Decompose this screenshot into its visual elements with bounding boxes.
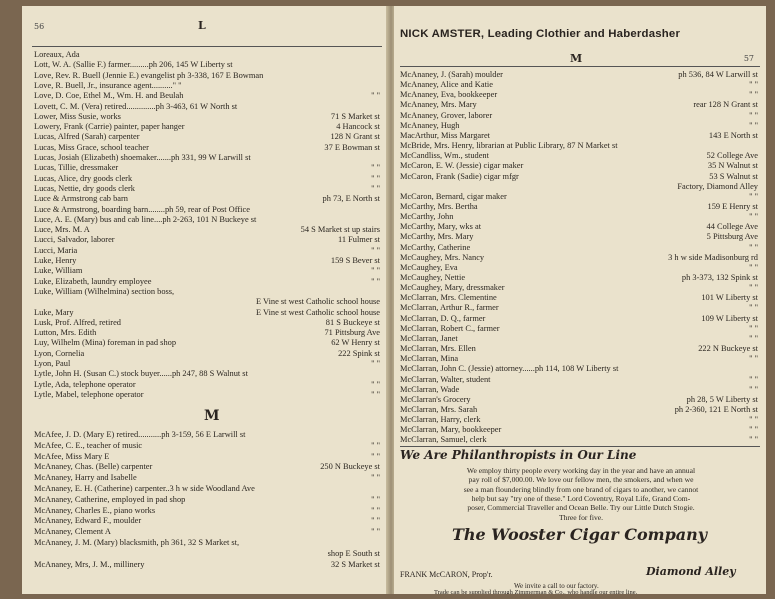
directory-entry [34, 506, 380, 516]
directory-entry [34, 473, 380, 483]
entry-name: McCarthy, Mary, wks at [400, 222, 482, 232]
entry-name: McClarran, Janet [400, 333, 458, 343]
entry-name: Luke, Henry [34, 256, 77, 265]
entry-name: Lyon, Paul [34, 359, 71, 368]
entry-name: McCaughey, Mrs. Nancy [400, 252, 485, 262]
header-rule [32, 46, 382, 47]
ad-body-line: We employ thirty people every working day in the year and have an annual [466, 466, 696, 475]
entry-address: 32 S Market st [330, 559, 380, 569]
section-heading-m: M [204, 408, 220, 424]
entry-name: McCandliss, Wm., student [400, 151, 489, 161]
entry-address: " " [371, 379, 380, 389]
entry-address: 62 W Henry st [331, 338, 380, 348]
directory-entry [34, 50, 380, 60]
entry-name: Lucas, Alice, dry goods clerk [34, 173, 133, 183]
directory-entry [34, 349, 380, 359]
directory-entry [34, 359, 380, 369]
directory-entry [400, 283, 758, 293]
entry-name: Lower, Miss Susie, works [34, 111, 121, 121]
directory-entry [34, 246, 380, 256]
directory-entry [34, 256, 380, 266]
entry-address: " " [749, 323, 758, 333]
entry-name: Love, Rev. R. Buell (Jennie E.) evangelist ph 3-338, 167 E Bowman [34, 70, 264, 80]
directory-entry [34, 225, 380, 235]
entry-address: 71 S Market st [330, 111, 380, 121]
entry-address: " " [749, 354, 758, 364]
ad-footer-invite: We invite a call to our factory. [514, 582, 599, 590]
directory-entry [34, 328, 380, 338]
entry-name: McCarthy, Mrs. Mary [400, 232, 474, 242]
directory-entry [400, 425, 758, 435]
directory-entry [34, 235, 380, 245]
directory-entry [34, 390, 380, 400]
entry-name: McAnaney, Catherine, employed in pad shop [34, 494, 186, 504]
entry-name: McAnaney, J. M. (Mary) blacksmith, ph 361, 32 S Market st, [34, 538, 240, 547]
directory-entry [400, 141, 758, 151]
entry-address: 11 Fulmer st [337, 235, 380, 245]
ad-body-line: pay roll of $7,000.00. We love our fellow men, the smokers, and when we [468, 475, 694, 485]
directory-entry [34, 430, 380, 440]
ad-top-rule [400, 446, 760, 447]
entry-name: McClarran, Mina [400, 354, 459, 364]
ad-body-line: see a man floundering blindly from one brand of cigars to another, we cannot [463, 484, 699, 494]
directory-entry [400, 364, 758, 374]
entry-name: Luke, William (Wilhelmina) section boss, [34, 286, 175, 296]
directory-entry [34, 441, 380, 451]
entry-name: McCaughey, Eva [400, 262, 458, 272]
directory-entry [34, 153, 380, 163]
entry-name: Lucas, Alfred (Sarah) carpenter [34, 132, 140, 142]
directory-entry [400, 70, 758, 80]
entry-name: Luce, Mrs. M. A [34, 225, 90, 235]
directory-entry [400, 253, 758, 263]
directory-entry [34, 184, 380, 194]
entry-address: " " [749, 212, 758, 222]
directory-entry [34, 174, 380, 184]
entry-address: " " [371, 389, 380, 399]
entry-name: McCarthy, Catherine [400, 242, 471, 252]
entry-address: " " [749, 374, 758, 384]
entry-address: " " [371, 359, 380, 368]
entry-address: " " [749, 303, 758, 313]
entry-address: ph 536, 84 W Larwill st [678, 70, 758, 79]
entry-name: McClarran, Arthur R., farmer [400, 303, 499, 313]
entry-address: " " [749, 435, 758, 445]
entry-name: McBride, Mrs. Henry, librarian at Public Library, 87 N Market st [400, 141, 618, 151]
entry-address: " " [371, 173, 380, 183]
directory-entry [400, 324, 758, 334]
directory-entry [400, 151, 758, 161]
entry-name: Lusk, Prof. Alfred, retired [34, 317, 121, 327]
entry-address: 4 Hancock st [336, 122, 380, 132]
entry-name: McAnaney, Grover, laborer [400, 110, 493, 120]
entry-name: McClarran, Wade [400, 384, 460, 394]
directory-entry [400, 232, 758, 242]
entry-address: " " [749, 90, 758, 100]
entry-name: McAfee, Miss Mary E [34, 451, 110, 461]
entry-address: 5 Pittsburg Ave [706, 232, 758, 242]
entry-name: McAfee, J. D. (Mary E) retired...........ph 3-159, 56 E Larwill st [34, 430, 246, 439]
directory-entry [34, 369, 380, 379]
entry-name: Lucci, Maria [34, 245, 78, 255]
directory-entry [400, 263, 758, 273]
entry-name: Lyon, Cornelia [34, 348, 85, 358]
entry-address: " " [371, 266, 380, 276]
directory-entry [34, 495, 380, 505]
entry-name: McAnaney, Harry and Isabelle [34, 473, 137, 483]
entry-name: Lytle, Ada, telephone operator [34, 379, 136, 389]
entry-name: McClarran, Mrs. Sarah [400, 404, 478, 414]
entry-address: 222 N Buckeye st [698, 344, 758, 354]
entry-address: 71 Pittsburg Ave [324, 328, 380, 338]
directory-entry [400, 243, 758, 253]
entry-name: McAnaney, Alice and Katie [400, 80, 493, 90]
entry-address: " " [371, 163, 380, 173]
ad-body-line: help but say "try one of these." Lord Coventry, Royal Life, Grand Com- [471, 493, 691, 503]
directory-entry [34, 71, 380, 81]
directory-entry [34, 215, 380, 225]
entry-address: " " [371, 516, 380, 526]
entry-name: Luke, William [34, 266, 83, 276]
directory-entry [34, 266, 380, 276]
entry-name: McAnaney, E. H. (Catherine) carpenter..3 h w side Woodland Ave [34, 484, 255, 493]
running-head: NICK AMSTER, Leading Clothier and Haberdasher [400, 28, 681, 40]
ad-company-name: The Wooster Cigar Company [452, 525, 708, 544]
entry-name: Lucas, Nettie, dry goods clerk [34, 183, 135, 193]
directory-entry [400, 354, 758, 364]
entry-name: Luke, Elizabeth, laundry employee [34, 276, 152, 286]
entry-address: 53 S Walnut st [709, 171, 758, 181]
directory-entry [400, 334, 758, 344]
entry-name: McClarran, D. Q., farmer [400, 313, 486, 323]
entry-address: ph 73, E North st [322, 194, 380, 204]
entry-name: Lucas, Miss Grace, school teacher [34, 142, 149, 152]
letter-heading: M [570, 52, 584, 65]
directory-entry [400, 273, 758, 283]
entry-address: " " [749, 384, 758, 394]
entry-name: McAnaney, Hugh [400, 120, 460, 130]
directory-entry [400, 405, 758, 415]
entry-name: McCaron, Frank (Sadie) cigar mfgr [400, 171, 519, 181]
entry-name: Loreaux, Ada [34, 50, 80, 59]
directory-entry [34, 308, 380, 318]
ad-body-line: Three for five. [558, 512, 604, 522]
directory-entry [34, 205, 380, 215]
directory-entry [34, 132, 380, 142]
entry-address: ph 2-360, 121 E North st [674, 404, 758, 414]
entry-address: " " [371, 527, 380, 537]
entry-address: E Vine st west Catholic school house [255, 307, 380, 317]
directory-entry [34, 318, 380, 328]
directory-entry [34, 102, 380, 112]
directory-entry [34, 91, 380, 101]
entry-address: 52 College Ave [706, 151, 758, 161]
directory-entry [34, 452, 380, 462]
directory-entry [400, 121, 758, 131]
entry-name: Luy, Wilhelm (Mina) foreman in pad shop [34, 338, 177, 348]
entry-address: E Vine st west Catholic school house [255, 297, 380, 307]
directory-entry [34, 516, 380, 526]
right-page [394, 6, 766, 594]
entry-address: shop E South st [327, 548, 380, 558]
entry-address: 101 W Liberty st [701, 293, 758, 303]
entry-name: McClarran, Mary, bookkeeper [400, 425, 502, 435]
entry-address: 37 E Bowman st [324, 142, 380, 152]
directory-entry [400, 131, 758, 141]
entry-name: Lucas, Tillie, dressmaker [34, 163, 119, 173]
directory-entry [400, 100, 758, 110]
entry-name: McCaron, E. W. (Jessie) cigar maker [400, 161, 524, 171]
directory-entry [34, 194, 380, 204]
directory-entry [400, 435, 758, 445]
directory-entry [400, 80, 758, 90]
directory-entry [34, 277, 380, 287]
entry-address: ph 3-373, 132 Spink st [681, 273, 758, 282]
entry-name: Lucas, Josiah (Elizabeth) shoemaker.......ph 331, 99 W Larwill st [34, 153, 251, 162]
entry-address: " " [371, 451, 380, 461]
page-number: 57 [743, 54, 754, 63]
directory-entry [34, 484, 380, 494]
directory-entry [400, 192, 758, 202]
entry-name: McAnaney, J. (Sarah) moulder [400, 70, 503, 79]
entry-name: Lytle, John H. (Susan C.) stock buyer......ph 247, 88 S Walnut st [34, 369, 248, 379]
entry-address: 222 Spink st [338, 348, 380, 358]
directory-entry [34, 338, 380, 348]
entry-address: " " [371, 183, 380, 193]
entry-name: McAnaney, Eva, bookkeeper [400, 90, 498, 100]
directory-entry [34, 560, 380, 570]
entry-name: McAnaney, Clement A [34, 527, 111, 537]
entry-name: Lowery, Frank (Carrie) painter, paper hanger [34, 122, 185, 132]
entry-address: 250 N Buckeye st [320, 462, 380, 472]
page-number: 56 [34, 22, 45, 31]
entry-address: Factory, Diamond Alley [677, 181, 758, 191]
letter-heading: L [198, 19, 207, 32]
entry-address: 159 E Henry st [707, 201, 758, 211]
directory-entry [34, 527, 380, 537]
entry-address: ph 28, 5 W Liberty st [686, 394, 758, 404]
entry-address: 109 W Liberty st [701, 313, 758, 323]
directory-entry [34, 81, 380, 91]
entry-name: McCarthy, John [400, 212, 454, 222]
ad-footer-trade: Trade can be supplied through Zimmerman & Co., who handle our entire line. [434, 589, 638, 594]
ad-proprietor: FRANK McCARON, Prop'r. [400, 570, 493, 579]
entry-address: 143 E North st [708, 130, 758, 140]
entry-name: McClarran, Harry, clerk [400, 415, 481, 425]
directory-entry [400, 415, 758, 425]
directory-entry [400, 375, 758, 385]
entry-address: " " [371, 505, 380, 515]
directory-entry [400, 111, 758, 121]
entry-name: McAnaney, Edward F., moulder [34, 516, 142, 526]
ad-body-line: poser, Commercial Traveller and Ocean Belle. Try our Little Dutch Stogie. [467, 503, 695, 513]
entry-name: Lytle, Mabel, telephone operator [34, 389, 144, 399]
entry-name: McAnaney, Charles E., piano works [34, 505, 156, 515]
entry-name: McAnaney, Chas. (Belle) carpenter [34, 462, 153, 472]
directory-entry [34, 112, 380, 122]
entry-name: McCaughey, Mary, dressmaker [400, 283, 505, 293]
entry-name: McClarran, Mrs. Ellen [400, 344, 476, 354]
directory-entry [34, 122, 380, 132]
directory-entry [400, 303, 758, 313]
entry-address: " " [371, 440, 380, 450]
entry-name: Luce & Armstrong cab barn [34, 194, 128, 204]
left-page [22, 6, 388, 594]
entry-name: McClarran's Grocery [400, 394, 471, 404]
directory-entry [34, 538, 380, 548]
directory-entry [400, 385, 758, 395]
entry-address: " " [371, 494, 380, 504]
entry-name: McClarran, Mrs. Clementine [400, 293, 497, 303]
directory-entry [400, 314, 758, 324]
directory-entry [400, 172, 758, 182]
directory-entry [34, 143, 380, 153]
entry-address: " " [371, 473, 380, 483]
directory-entry [400, 344, 758, 354]
directory-entry [400, 90, 758, 100]
entry-address: 35 N Walnut st [707, 161, 758, 171]
directory-entry [400, 293, 758, 303]
entry-name: McCarthy, Mrs. Bertha [400, 201, 478, 211]
entry-name: Lovett, C. M. (Vera) retired..............ph 3-463, 61 W North st [34, 101, 238, 111]
entry-address: 44 College Ave [706, 222, 758, 232]
entry-address: " " [371, 91, 380, 101]
entry-address: " " [749, 283, 758, 293]
directory-entry [400, 222, 758, 232]
entry-name: McClarran, Walter, student [400, 374, 491, 384]
directory-entry [400, 202, 758, 212]
entry-address: " " [749, 262, 758, 272]
entry-address: " " [749, 80, 758, 90]
entry-address: " " [749, 415, 758, 425]
entry-name: McClarran, Samuel, clerk [400, 435, 487, 445]
directory-entry [34, 287, 380, 297]
entry-name: McClarran, John C. (Jessie) attorney......ph 114, 108 W Liberty st [400, 364, 619, 374]
entry-name: Lucci, Salvador, laborer [34, 235, 115, 245]
entry-name: Luce & Armstrong, boarding barn........ph 59, rear of Post Office [34, 204, 250, 214]
ad-location: Diamond Alley [646, 565, 736, 578]
entry-name: McAnaney, Mrs. Mary [400, 100, 477, 110]
entry-address: 3 h w side Madisonburg rd [668, 252, 758, 262]
directory-entry [400, 395, 758, 405]
ad-title: We Are Philanthropists in Our Line [400, 448, 637, 462]
entry-name: McClarran, Robert C., farmer [400, 323, 500, 333]
directory-entry [34, 462, 380, 472]
entry-address: " " [749, 110, 758, 120]
entry-address: rear 128 N Grant st [693, 100, 758, 110]
entry-address: 159 S Bever st [330, 256, 380, 265]
entry-address: " " [749, 425, 758, 435]
entry-name: McCaughey, Nettie [400, 273, 466, 282]
entry-name: McCaron, Bernard, cigar maker [400, 191, 507, 201]
entry-name: Love, R. Buell, Jr., insurance agent.........." " [34, 80, 182, 90]
directory-entry [400, 212, 758, 222]
entry-name: McAnaney, Mrs, J. M., millinery [34, 559, 145, 569]
directory-entry [34, 60, 380, 70]
entry-address: " " [749, 191, 758, 201]
entry-address: " " [371, 245, 380, 255]
entry-name: Love, D. Coe, Ethel M., Wm. H. and Beulah [34, 91, 184, 101]
entry-address: " " [749, 242, 758, 252]
entry-address: " " [749, 120, 758, 130]
directory-entry [400, 161, 758, 171]
entry-name: MacArthur, Miss Margaret [400, 130, 490, 140]
header-rule [400, 66, 760, 67]
entry-address: 81 S Buckeye st [325, 317, 380, 327]
directory-entry [34, 163, 380, 173]
entry-name: Luke, Mary [34, 307, 74, 317]
entry-name: Lutton, Mrs. Edith [34, 328, 97, 338]
entry-name: Luce, A. E. (Mary) bus and cab line....ph 2-263, 101 N Buckeye st [34, 214, 257, 224]
entry-address: 128 N Grant st [330, 132, 380, 142]
directory-entry [34, 380, 380, 390]
entry-name: McAfee, C. E., teacher of music [34, 440, 143, 450]
entry-address: " " [371, 276, 380, 286]
entry-address: 54 S Market st up stairs [300, 225, 380, 235]
entry-address: " " [749, 333, 758, 343]
entry-name: Lott, W. A. (Sallie F.) farmer.........ph 206, 145 W Liberty st [34, 60, 233, 70]
